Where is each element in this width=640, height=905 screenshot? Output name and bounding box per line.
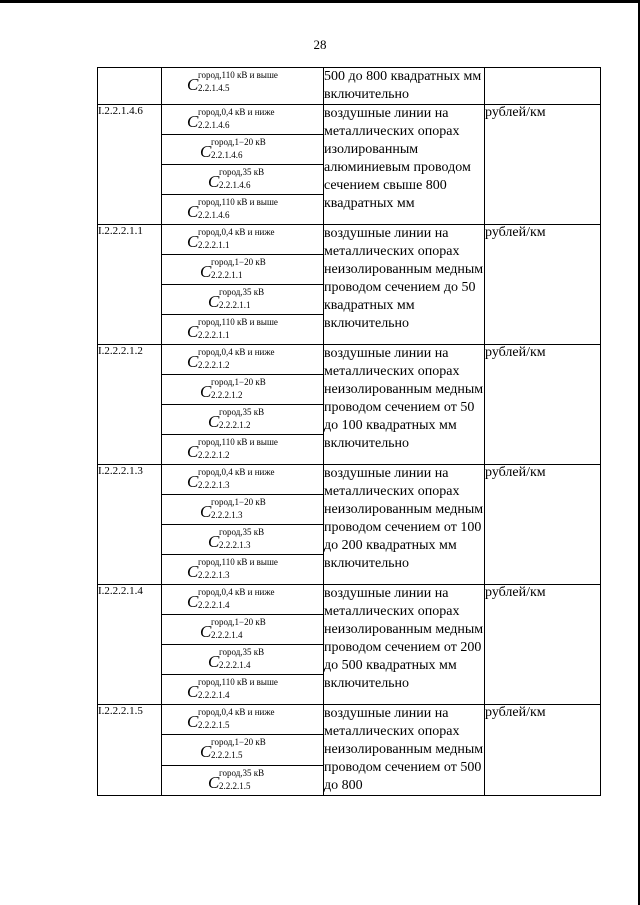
rate-symbol-cell <box>162 555 324 585</box>
rate-symbol-superscript: город,0,4 кВ и ниже <box>198 467 275 477</box>
rate-symbol-subscript: 2.2.2.1.3 <box>211 510 243 520</box>
rate-symbol-subscript: 2.2.1.4.5 <box>198 83 230 93</box>
row-unit: рублей/км <box>485 585 601 705</box>
rate-symbol <box>208 165 323 194</box>
rate-symbol <box>200 375 323 404</box>
rate-symbol-cell <box>162 435 324 465</box>
rate-symbol-cell <box>162 225 324 255</box>
rate-symbol-letter: C <box>187 322 199 341</box>
rate-symbol-letter: C <box>187 472 199 491</box>
row-description: воздушные линии на металлических опорах неизолированным медным проводом сечением от 50 до 100 квадратных мм включительно <box>324 345 485 465</box>
rate-symbol-superscript: город,1−20 кВ <box>211 617 266 627</box>
rate-symbol <box>187 105 323 134</box>
row-unit: рублей/км <box>485 465 601 585</box>
rate-symbol-superscript: город,110 кВ и выше <box>198 437 278 447</box>
rate-symbol-cell <box>162 735 324 765</box>
row-unit: рублей/км <box>485 705 601 796</box>
rate-symbol-cell <box>162 525 324 555</box>
rate-symbol-subscript: 2.2.2.1.4 <box>198 690 230 700</box>
rate-symbol-superscript: город,35 кВ <box>219 647 265 657</box>
rate-symbol <box>187 315 323 344</box>
rate-symbol-subscript: 2.2.2.1.1 <box>198 330 230 340</box>
row-code: I.2.2.2.1.1 <box>98 225 162 345</box>
row-code: I.2.2.2.1.4 <box>98 585 162 705</box>
rate-symbol-letter: C <box>187 232 199 251</box>
rate-symbol-cell <box>162 765 324 795</box>
rate-symbol-superscript: город,0,4 кВ и ниже <box>198 107 275 117</box>
rate-symbol-subscript: 2.2.2.1.4 <box>211 630 243 640</box>
rate-symbol-letter: C <box>187 712 199 731</box>
rate-symbol-cell <box>162 615 324 645</box>
rate-symbol-letter: C <box>187 592 199 611</box>
rate-symbol-letter: C <box>208 652 220 671</box>
rate-symbol <box>200 615 323 644</box>
rate-symbol-letter: C <box>208 412 220 431</box>
rate-symbol-superscript: город,110 кВ и выше <box>198 677 278 687</box>
rate-symbol-cell <box>162 285 324 315</box>
table-row <box>98 68 601 105</box>
rate-symbol <box>208 405 323 434</box>
rate-symbol-cell <box>162 405 324 435</box>
row-description: 500 до 800 квадратных мм включительно <box>324 68 485 105</box>
rate-symbol-letter: C <box>187 75 199 94</box>
table-row <box>98 105 601 135</box>
rate-symbol-cell <box>162 255 324 285</box>
tariff-table <box>97 67 601 796</box>
rate-symbol-subscript: 2.2.2.1.4 <box>198 600 230 610</box>
rate-symbol <box>187 345 323 374</box>
rate-symbol-superscript: город,1−20 кВ <box>211 257 266 267</box>
row-description: воздушные линии на металлических опорах неизолированным медным проводом сечением от 200 до 500 квадратных мм включительно <box>324 585 485 705</box>
rate-symbol-superscript: город,1−20 кВ <box>211 137 266 147</box>
rate-symbol-cell <box>162 465 324 495</box>
rate-symbol-letter: C <box>208 772 220 792</box>
page-frame-top <box>0 0 640 3</box>
rate-symbol <box>187 435 323 464</box>
rate-symbol <box>200 255 323 284</box>
rate-symbol-superscript: город,1−20 кВ <box>211 737 266 748</box>
row-code: I.2.2.2.1.5 <box>98 705 162 796</box>
rate-symbol-superscript: город,110 кВ и выше <box>198 70 278 80</box>
rate-symbol-cell <box>162 675 324 705</box>
rate-symbol-letter: C <box>187 112 199 131</box>
rate-symbol-subscript: 2.2.2.1.5 <box>211 750 243 761</box>
table-row <box>98 465 601 495</box>
rate-symbol-superscript: город,1−20 кВ <box>211 497 266 507</box>
rate-symbol-subscript: 2.2.2.1.2 <box>198 360 230 370</box>
table-row <box>98 345 601 375</box>
rate-symbol-cell <box>162 195 324 225</box>
rate-symbol <box>187 555 323 584</box>
rate-symbol-cell <box>162 645 324 675</box>
row-description: воздушные линии на металлических опорах неизолированным медным проводом сечением до 50 квадратных мм включительно <box>324 225 485 345</box>
rate-symbol <box>200 135 323 164</box>
row-code <box>98 68 162 105</box>
rate-symbol-letter: C <box>187 682 199 701</box>
rate-symbol <box>200 495 323 524</box>
rate-symbol <box>187 465 323 494</box>
rate-symbol-cell <box>162 585 324 615</box>
row-code: I.2.2.1.4.6 <box>98 105 162 225</box>
rate-symbol <box>187 68 323 97</box>
rate-symbol-letter: C <box>187 352 199 371</box>
rate-symbol-subscript: 2.2.2.1.2 <box>219 420 251 430</box>
rate-symbol-subscript: 2.2.1.4.6 <box>198 120 230 130</box>
rate-symbol-subscript: 2.2.2.1.5 <box>219 780 251 791</box>
rate-symbol-superscript: город,35 кВ <box>219 527 265 537</box>
rate-symbol-superscript: город,110 кВ и выше <box>198 317 278 327</box>
rate-symbol-letter: C <box>208 172 220 191</box>
rate-symbol <box>208 285 323 314</box>
rate-symbol-superscript: город,35 кВ <box>219 167 265 177</box>
rate-symbol-cell <box>162 315 324 345</box>
rate-symbol-letter: C <box>200 502 212 521</box>
rate-symbol-subscript: 2.2.1.4.6 <box>219 180 251 190</box>
rate-symbol <box>187 585 323 614</box>
rate-symbol-cell <box>162 165 324 195</box>
table-row <box>98 585 601 615</box>
rate-symbol-subscript: 2.2.2.1.3 <box>198 570 230 580</box>
page-number: 28 <box>313 37 327 52</box>
rate-symbol-subscript: 2.2.2.1.3 <box>219 540 251 550</box>
rate-symbol-superscript: город,35 кВ <box>219 287 265 297</box>
rate-symbol-letter: C <box>200 622 212 641</box>
table-row <box>98 225 601 255</box>
tariff-table-body <box>98 68 601 796</box>
rate-symbol-subscript: 2.2.2.1.2 <box>198 450 230 460</box>
row-description: воздушные линии на металлических опорах изолированным алюминиевым проводом сечением свыше 800 квадратных мм <box>324 105 485 225</box>
rate-symbol-subscript: 2.2.1.4.6 <box>198 210 230 220</box>
rate-symbol <box>208 766 323 795</box>
row-description: воздушные линии на металлических опорах неизолированным медным проводом сечением от 100 до 200 квадратных мм включительно <box>324 465 485 585</box>
row-unit: рублей/км <box>485 225 601 345</box>
rate-symbol-letter: C <box>200 142 212 161</box>
rate-symbol-cell <box>162 345 324 375</box>
table-row <box>98 705 601 735</box>
row-unit: рублей/км <box>485 105 601 225</box>
rate-symbol-letter: C <box>187 442 199 461</box>
rate-symbol-cell <box>162 105 324 135</box>
row-description: воздушные линии на металлических опорах неизолированным медным проводом сечением от 500 до 800 <box>324 705 485 796</box>
rate-symbol-subscript: 2.2.2.1.1 <box>219 300 251 310</box>
rate-symbol <box>208 645 323 674</box>
rate-symbol-subscript: 2.2.2.1.4 <box>219 660 251 670</box>
rate-symbol-letter: C <box>208 292 220 311</box>
row-code: I.2.2.2.1.2 <box>98 345 162 465</box>
row-unit <box>485 68 601 105</box>
rate-symbol-cell <box>162 135 324 165</box>
rate-symbol-subscript: 2.2.2.1.1 <box>211 270 243 280</box>
rate-symbol-superscript: город,110 кВ и выше <box>198 557 278 567</box>
row-unit: рублей/км <box>485 345 601 465</box>
rate-symbol-letter: C <box>200 382 212 401</box>
rate-symbol-cell <box>162 68 324 105</box>
rate-symbol-letter: C <box>187 202 199 221</box>
rate-symbol-letter: C <box>200 742 212 762</box>
rate-symbol-subscript: 2.2.2.1.1 <box>198 240 230 250</box>
rate-symbol-superscript: город,1−20 кВ <box>211 377 266 387</box>
rate-symbol <box>187 675 323 704</box>
rate-symbol-subscript: 2.2.1.4.6 <box>211 150 243 160</box>
rate-symbol-superscript: город,0,4 кВ и ниже <box>198 707 275 717</box>
rate-symbol-letter: C <box>208 532 220 551</box>
rate-symbol <box>187 225 323 254</box>
rate-symbol-superscript: город,0,4 кВ и ниже <box>198 587 275 597</box>
rate-symbol <box>200 735 323 764</box>
rate-symbol-subscript: 2.2.2.1.3 <box>198 480 230 490</box>
rate-symbol-superscript: город,0,4 кВ и ниже <box>198 347 275 357</box>
rate-symbol <box>208 525 323 554</box>
rate-symbol-cell <box>162 705 324 735</box>
rate-symbol-cell <box>162 495 324 525</box>
rate-symbol-subscript: 2.2.2.1.5 <box>198 720 230 730</box>
rate-symbol <box>187 195 323 224</box>
rate-symbol-letter: C <box>200 262 212 281</box>
rate-symbol-superscript: город,110 кВ и выше <box>198 197 278 207</box>
rate-symbol <box>187 705 323 734</box>
rate-symbol-cell <box>162 375 324 405</box>
rate-symbol-superscript: город,35 кВ <box>219 407 265 417</box>
rate-symbol-letter: C <box>187 562 199 581</box>
rate-symbol-superscript: город,0,4 кВ и ниже <box>198 227 275 237</box>
row-code: I.2.2.2.1.3 <box>98 465 162 585</box>
rate-symbol-superscript: город,35 кВ <box>219 767 265 778</box>
rate-symbol-subscript: 2.2.2.1.2 <box>211 390 243 400</box>
